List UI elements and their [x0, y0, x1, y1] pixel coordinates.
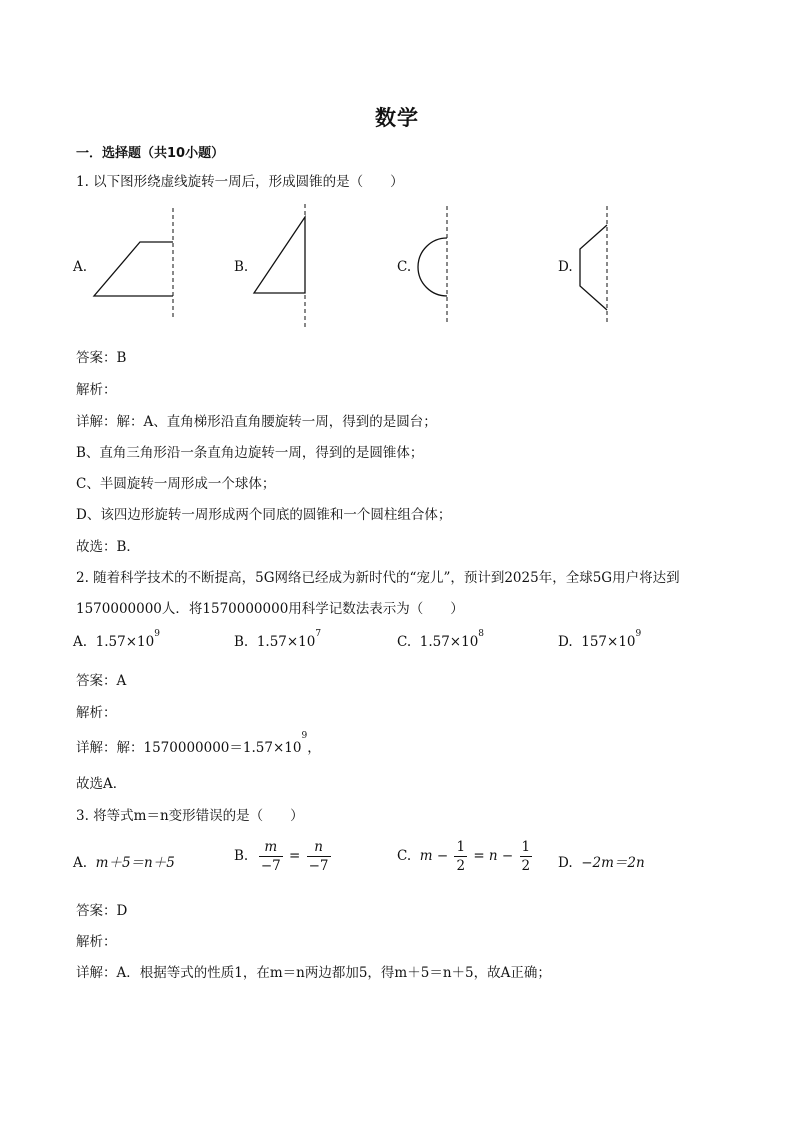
- q2-option-a: [73, 629, 160, 650]
- q3-option-b: [234, 838, 333, 875]
- q1-stem: 1. 以下图形绕虚线旋转一周后，形成圆锥的是（ ）: [76, 174, 404, 190]
- q2-option-b: [234, 629, 322, 650]
- q3-option-a-label: A.: [73, 855, 88, 871]
- q3-option-c: [397, 838, 534, 875]
- q1-figure-d-quadrilateral: [574, 200, 614, 326]
- q1-detail-4: D、该四边形旋转一周形成两个同底的圆锥和一个圆柱组合体；: [76, 507, 452, 523]
- section-heading: 一．选择题（共10小题）: [76, 146, 225, 161]
- q3-option-d-expr: −2m＝2n: [581, 855, 645, 871]
- q1-detail-1: 详解：解：A、直角梯形沿直角腰旋转一周，得到的是圆台；: [76, 414, 437, 430]
- q3-detail-1: 详解：A．根据等式的性质1，在m＝n两边都加5，得m＋5＝n＋5，故A正确；: [76, 965, 551, 981]
- q2-option-b-mantissa: 1.57×10: [256, 634, 316, 650]
- q3-option-b-den1: −7: [260, 858, 281, 874]
- q2-detail-suffix: ，: [307, 740, 321, 756]
- q1-option-b-label: B.: [234, 259, 249, 275]
- q3-option-b-fraction-left: [259, 838, 283, 875]
- q3-option-c-den1: 2: [456, 858, 466, 874]
- q3-stem: 3. 将等式m＝n变形错误的是（ ）: [76, 808, 304, 824]
- q2-option-c-exponent: 8: [478, 629, 485, 639]
- q3-answer: 答案：D: [76, 903, 128, 919]
- q2-stem-line2: 1570000000人．将1570000000用科学记数法表示为（ ）: [76, 601, 464, 617]
- q3-option-b-num2: n: [307, 838, 331, 857]
- q3-option-c-fraction-left: [454, 838, 467, 875]
- q3-option-c-mid: = n −: [473, 848, 514, 864]
- q1-answer: 答案：B: [76, 350, 127, 366]
- q3-option-c-num1: 1: [456, 839, 466, 855]
- q3-option-c-fraction-right: [520, 838, 533, 875]
- q3-option-d-label: D.: [558, 855, 573, 871]
- q2-option-c: [397, 629, 485, 650]
- q2-detail-exponent: 9: [301, 731, 308, 741]
- q2-option-d-exponent: 9: [635, 629, 642, 639]
- q2-option-d: [558, 629, 642, 650]
- q1-option-d-label: D.: [558, 259, 573, 275]
- q1-option-a-label: A.: [73, 259, 88, 275]
- q3-option-b-label: B.: [234, 848, 249, 864]
- q3-option-c-num2: 1: [521, 839, 531, 855]
- q3-option-b-fraction-right: [307, 838, 331, 875]
- q2-detail-prefix: 详解：解：1570000000＝1.57×10: [76, 740, 302, 756]
- q3-option-b-den2: −7: [308, 858, 329, 874]
- q3-option-a: [73, 851, 175, 871]
- q1-analysis-label: 解析：: [76, 382, 117, 398]
- q1-conclusion: 故选：B．: [76, 539, 140, 555]
- q2-option-b-exponent: 7: [315, 629, 322, 639]
- q2-option-a-mantissa: 1.57×10: [95, 634, 155, 650]
- q1-figure-b-triangle: [250, 200, 320, 330]
- q1-detail-3: C、半圆旋转一周形成一个球体；: [76, 476, 276, 492]
- q2-option-c-mantissa: 1.57×10: [419, 634, 479, 650]
- q2-option-c-label: C.: [397, 634, 412, 650]
- q3-option-a-expr: m＋5＝n＋5: [95, 855, 175, 871]
- q1-option-c-label: C.: [397, 259, 412, 275]
- q3-option-c-den2: 2: [521, 858, 531, 874]
- q2-conclusion: 故选A．: [76, 776, 127, 792]
- q1-figure-a-trapezoid: [90, 200, 186, 326]
- q2-analysis-label: 解析：: [76, 705, 117, 721]
- q2-stem-line1: 2. 随着科学技术的不断提高，5G网络已经成为新时代的“宠儿”，预计到2025年，全球5G用户将达到: [76, 570, 680, 586]
- q2-option-a-label: A.: [73, 634, 88, 650]
- q3-option-b-equals: =: [289, 848, 301, 864]
- q2-answer: 答案：A: [76, 673, 127, 689]
- q2-option-b-label: B.: [234, 634, 249, 650]
- q3-analysis-label: 解析：: [76, 934, 117, 950]
- q2-detail: [76, 731, 321, 756]
- q2-option-d-mantissa: 157×10: [581, 634, 636, 650]
- q2-option-d-label: D.: [558, 634, 573, 650]
- q3-option-d: [558, 851, 645, 871]
- q3-option-b-num1: m: [259, 838, 283, 857]
- q1-figure-c-semicircle: [412, 200, 462, 326]
- page-title: 数学: [375, 106, 419, 130]
- q3-option-c-pre: m −: [419, 848, 449, 864]
- q1-detail-2: B、直角三角形沿一条直角边旋转一周，得到的是圆锥体；: [76, 445, 424, 461]
- q2-option-a-exponent: 9: [154, 629, 160, 639]
- q3-option-c-label: C.: [397, 848, 412, 864]
